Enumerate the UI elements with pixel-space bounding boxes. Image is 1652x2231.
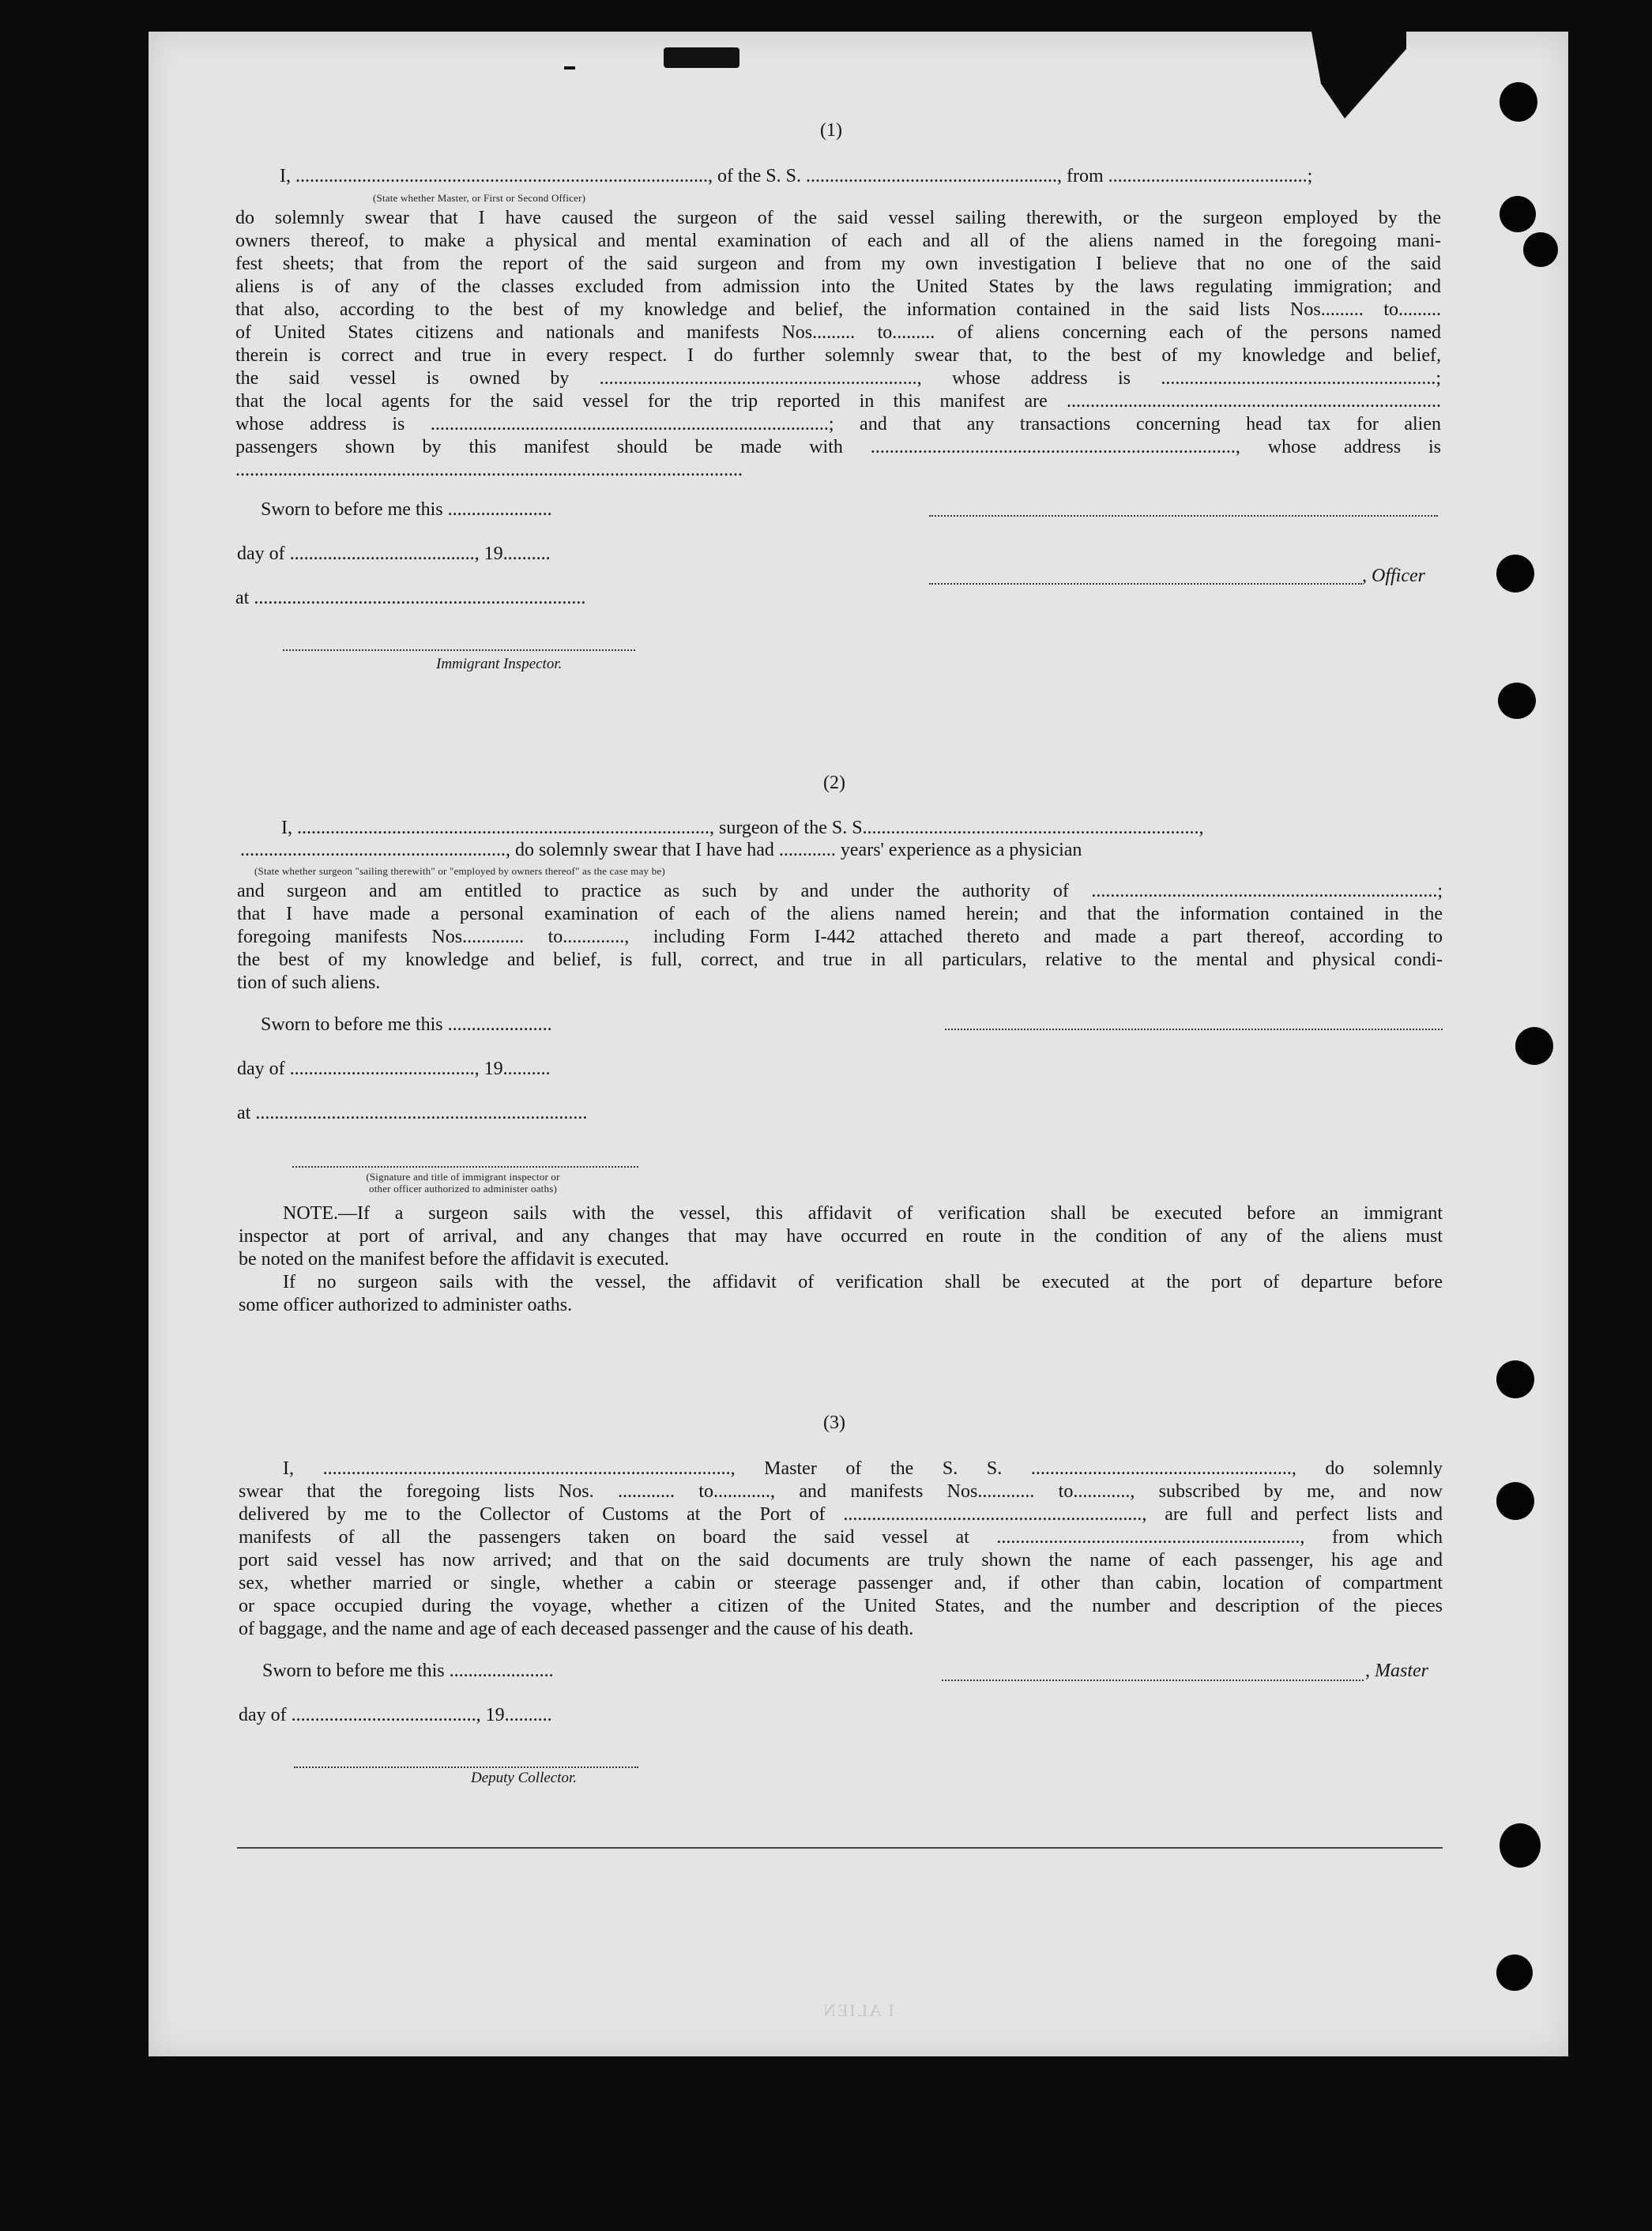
- section-2-number: (2): [823, 773, 845, 793]
- bleed-through-mark: I ALIEN: [822, 2000, 894, 2020]
- body-line: or space occupied during the voyage, whether a citizen of the United States, and the number and description of the pieces: [239, 1596, 1443, 1616]
- body-line: delivered by me to the Collector of Customs at the Port of ..............................................................., are full and perfect lists and: [239, 1504, 1443, 1525]
- signature-line: [929, 515, 1438, 517]
- body-line: the said vessel is owned by ..................................................................., whose address is ..........................................................;: [235, 368, 1441, 389]
- body-line: therein is correct and true in every respect. I do further solemnly swear that, to the best of my knowledge and belief,: [235, 345, 1441, 366]
- body-line: foregoing manifests Nos............. to............., including Form I-442 attached thereto and made a part thereof, according to: [237, 927, 1443, 947]
- punch-hole: [1500, 196, 1536, 232]
- day-line: day of ......................................., 19..........: [239, 1705, 552, 1725]
- section-2-opening-line: I, ......................................................................................., surgeon of the S. S.......................................................................,: [281, 818, 1204, 838]
- note-line: some officer authorized to administer oaths.: [239, 1295, 573, 1315]
- body-line: that I have made a personal examination of each of the aliens named herein; and that the information contained in the: [237, 904, 1443, 924]
- officer-label: , Officer: [1362, 566, 1425, 586]
- signature-note: [305, 1171, 621, 1195]
- body-line: that also, according to the best of my knowledge and belief, the information contained in the said lists Nos......... to.........: [235, 299, 1441, 320]
- body-line: owners thereof, to make a physical and mental examination of each and all of the aliens named in the foregoing mani-: [235, 231, 1441, 251]
- body-line: fest sheets; that from the report of the said surgeon and from my own investigation I believe that no one of the said: [235, 254, 1441, 274]
- punch-hole: [1523, 232, 1558, 267]
- section-1-officer-note: (State whether Master, or First or Second Officer): [373, 192, 586, 204]
- body-line: ...........................................................................................................: [235, 460, 743, 480]
- body-line: the best of my knowledge and belief, is full, correct, and true in all particulars, relative to the mental and physical condi-: [237, 950, 1443, 970]
- body-line: and surgeon and am entitled to practice as such by and under the authority of .........................................................................;: [237, 881, 1443, 901]
- collector-signature-line: [294, 1766, 638, 1768]
- signature-note-line: other officer authorized to administer oaths): [369, 1183, 557, 1195]
- signature-line: [945, 1029, 1443, 1030]
- punch-hole: [1496, 1360, 1534, 1398]
- body-line: that the local agents for the said vessel for the trip reported in this manifest are ...............................................................................: [235, 391, 1441, 412]
- note-line: inspector at port of arrival, and any changes that may have occurred en route in the condition of any of the aliens must: [239, 1226, 1443, 1247]
- master-signature-line: [942, 1680, 1364, 1681]
- officer-signature-line: [929, 583, 1362, 585]
- signature-note-line: (Signature and title of immigrant inspector or: [366, 1171, 560, 1183]
- punch-hole: [1498, 683, 1536, 719]
- body-line: tion of such aliens.: [237, 973, 381, 993]
- section-1-body: [235, 207, 1441, 482]
- day-line: day of ......................................., 19..........: [237, 1059, 551, 1079]
- sworn-line: Sworn to before me this ......................: [261, 1014, 552, 1035]
- at-line: at ......................................................................: [237, 1103, 588, 1123]
- note-line: If no surgeon sails with the vessel, the affidavit of verification shall be executed at the port of departure before: [283, 1272, 1443, 1292]
- note-line: be noted on the manifest before the affidavit is executed.: [239, 1249, 669, 1270]
- section-2-surgeon-note: (State whether surgeon "sailing therewith" or "employed by owners thereof" as the case may be): [254, 865, 665, 877]
- bottom-rule: [237, 1847, 1443, 1849]
- master-label: , Master: [1365, 1661, 1428, 1681]
- inspector-label: Immigrant Inspector.: [436, 656, 563, 672]
- body-line: do solemnly swear that I have caused the surgeon of the said vessel sailing therewith, or the surgeon employed by the: [235, 208, 1441, 228]
- section-2-note: [239, 1202, 1443, 1317]
- collector-label: Deputy Collector.: [471, 1770, 578, 1786]
- tape-mark: [664, 47, 739, 68]
- punch-hole: [1496, 1954, 1533, 1991]
- ink-mark: [564, 66, 575, 70]
- body-line: whose address is ....................................................................................; and that any transactions concerning head tax for alien: [235, 414, 1441, 435]
- punch-hole: [1500, 82, 1537, 122]
- section-3-number: (3): [823, 1413, 845, 1433]
- punch-hole: [1500, 1823, 1541, 1868]
- section-2-body: [237, 880, 1443, 995]
- sworn-line: Sworn to before me this ......................: [262, 1661, 554, 1681]
- section-1-number: (1): [820, 120, 842, 141]
- sworn-line: Sworn to before me this ......................: [261, 499, 552, 520]
- section-3-body: [239, 1458, 1443, 1641]
- body-line: of United States citizens and nationals and manifests Nos......... to......... of aliens concerning each of the persons named: [235, 322, 1441, 343]
- at-line: at ......................................................................: [235, 588, 586, 608]
- body-line: of baggage, and the name and age of each deceased passenger and the cause of his death.: [239, 1619, 914, 1639]
- body-line: passengers shown by this manifest should be made with ............................................................................., whose address is: [235, 437, 1441, 457]
- section-1-opening-line: I, ......................................................................................., of the S. S. ....................................................., from ..........................................;: [280, 166, 1313, 186]
- body-line: aliens is of any of the classes excluded from admission into the United States by the laws regulating immigration; and: [235, 277, 1441, 297]
- inspector-signature-line: [292, 1166, 638, 1168]
- day-line: day of ......................................., 19..........: [237, 544, 551, 564]
- body-line: I, ......................................................................................, Master of the S. S. ......................................................., do solemnly: [283, 1458, 1443, 1479]
- body-line: manifests of all the passengers taken on board the said vessel at ................................................................, from which: [239, 1527, 1443, 1548]
- punch-hole: [1515, 1027, 1553, 1065]
- note-line: NOTE.—If a surgeon sails with the vessel, this affidavit of verification shall be executed before an immigrant: [283, 1203, 1443, 1224]
- body-line: port said vessel has now arrived; and that on the said documents are truly shown the name of each passenger, his age and: [239, 1550, 1443, 1571]
- body-line: sex, whether married or single, whether a cabin or steerage passenger and, if other than cabin, location of compartment: [239, 1573, 1443, 1593]
- punch-hole: [1496, 1482, 1534, 1520]
- body-line: swear that the foregoing lists Nos. ............ to............, and manifests Nos............ to............, subscribed by me, and now: [239, 1481, 1443, 1502]
- punch-hole: [1496, 555, 1534, 593]
- section-2-experience-line: ........................................................, do solemnly swear that I have had ............ years' experience as a physician: [240, 840, 1082, 860]
- inspector-signature-line: [283, 649, 635, 651]
